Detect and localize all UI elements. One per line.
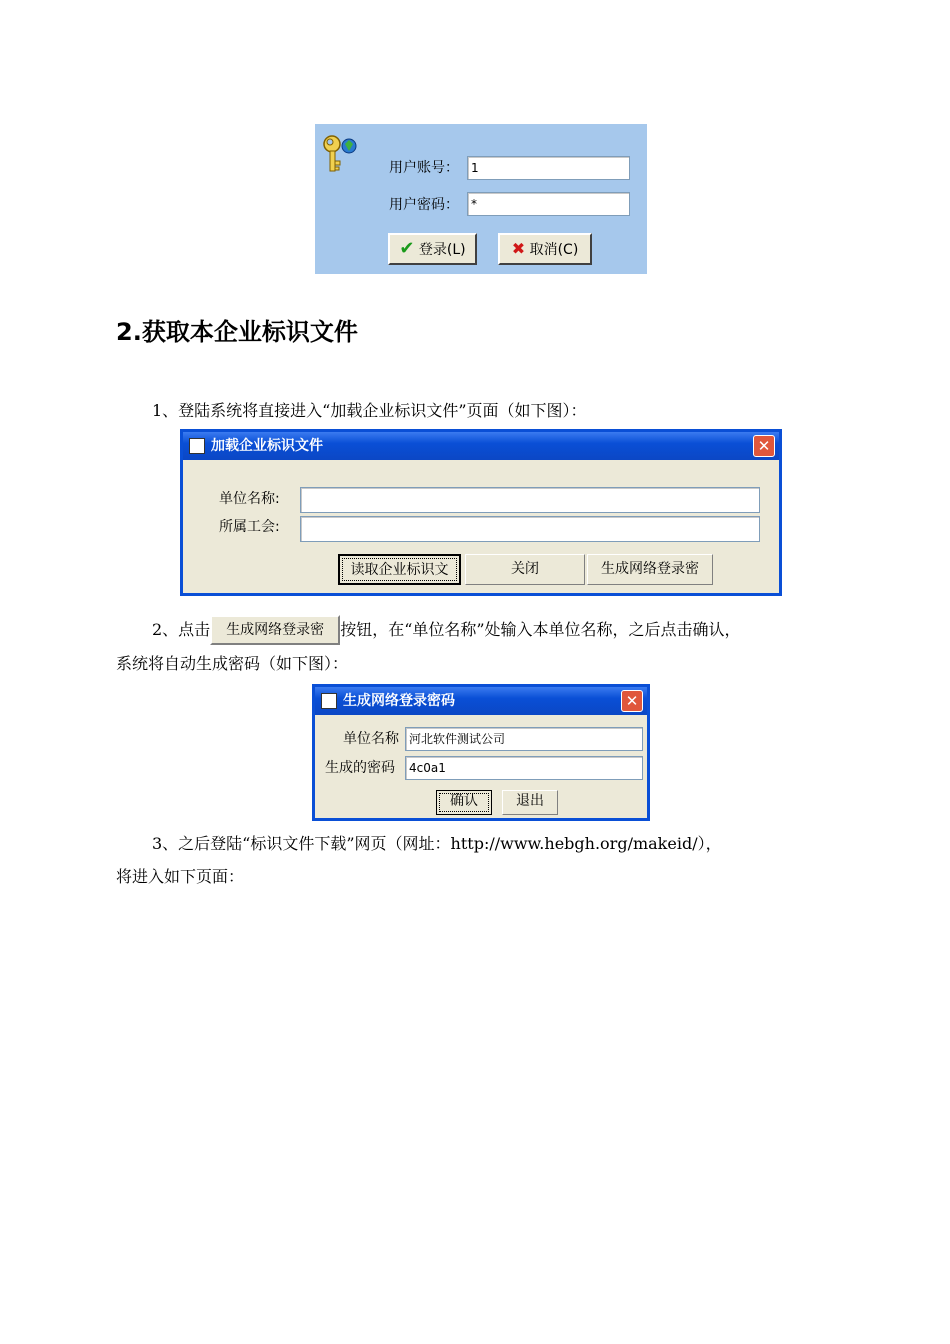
dialog-titlebar [183, 432, 779, 460]
dialog2-title: 生成网络登录密码 [343, 693, 455, 709]
read-id-file-button[interactable]: 读取企业标识文 [338, 554, 461, 585]
close-button[interactable]: 关闭 [465, 554, 585, 585]
generate-password-button[interactable]: 生成网络登录密 [587, 554, 713, 585]
paragraph-2 [152, 613, 741, 647]
section-heading: 2.获取本企业标识文件 [116, 318, 358, 346]
load-id-file-dialog [180, 429, 782, 596]
cancel-button[interactable] [498, 233, 592, 265]
cross-icon: ✖ [511, 239, 526, 258]
inline-generate-button: 生成网络登录密 [210, 615, 340, 645]
login-panel [315, 124, 647, 274]
key-icon [321, 134, 361, 176]
cancel-button-label: 取消(C) [529, 242, 579, 258]
union-input[interactable] [300, 516, 760, 542]
generated-password-input[interactable]: 4c0a1 [405, 756, 643, 780]
paragraph-1: 1、登陆系统将直接进入“加载企业标识文件”页面（如下图）： [152, 401, 587, 420]
unit-name-label: 单位名称 [343, 731, 399, 747]
union-label: 所属工会: [219, 519, 280, 535]
app-icon [189, 438, 205, 454]
paragraph-2-prefix: 2、点击 [152, 620, 211, 639]
password-label: 用户密码： [389, 197, 459, 213]
dialog-title: 加载企业标识文件 [211, 438, 323, 454]
close-icon[interactable]: ✕ [753, 435, 775, 457]
dialog2-titlebar [315, 687, 647, 715]
paragraph-3-line2: 将进入如下页面： [116, 867, 245, 886]
check-icon: ✔ [399, 238, 415, 259]
password-input[interactable]: * [467, 192, 630, 216]
unit-name-input[interactable] [300, 487, 760, 513]
app-icon [321, 693, 337, 709]
unit-name-input[interactable]: 河北软件测试公司 [405, 727, 643, 751]
exit-button[interactable]: 退出 [502, 790, 558, 815]
paragraph-3: 3、之后登陆“标识文件下载”网页（网址：http://www.hebgh.org/makeid/）， [152, 834, 722, 853]
account-label: 用户账号： [389, 160, 459, 176]
login-button-label: 登录(L) [418, 242, 466, 258]
close-icon[interactable]: ✕ [621, 690, 643, 712]
login-button[interactable] [388, 233, 477, 265]
generate-password-dialog [312, 684, 650, 821]
account-input[interactable]: 1 [467, 156, 630, 180]
paragraph-2-suffix: 按钮，在“单位名称”处输入本单位名称，之后点击确认， [340, 620, 741, 639]
generated-password-label: 生成的密码 [325, 760, 395, 776]
unit-name-label: 单位名称: [219, 491, 280, 507]
confirm-button[interactable]: 确认 [436, 790, 492, 815]
paragraph-2-line2: 系统将自动生成密码（如下图）： [116, 654, 349, 673]
